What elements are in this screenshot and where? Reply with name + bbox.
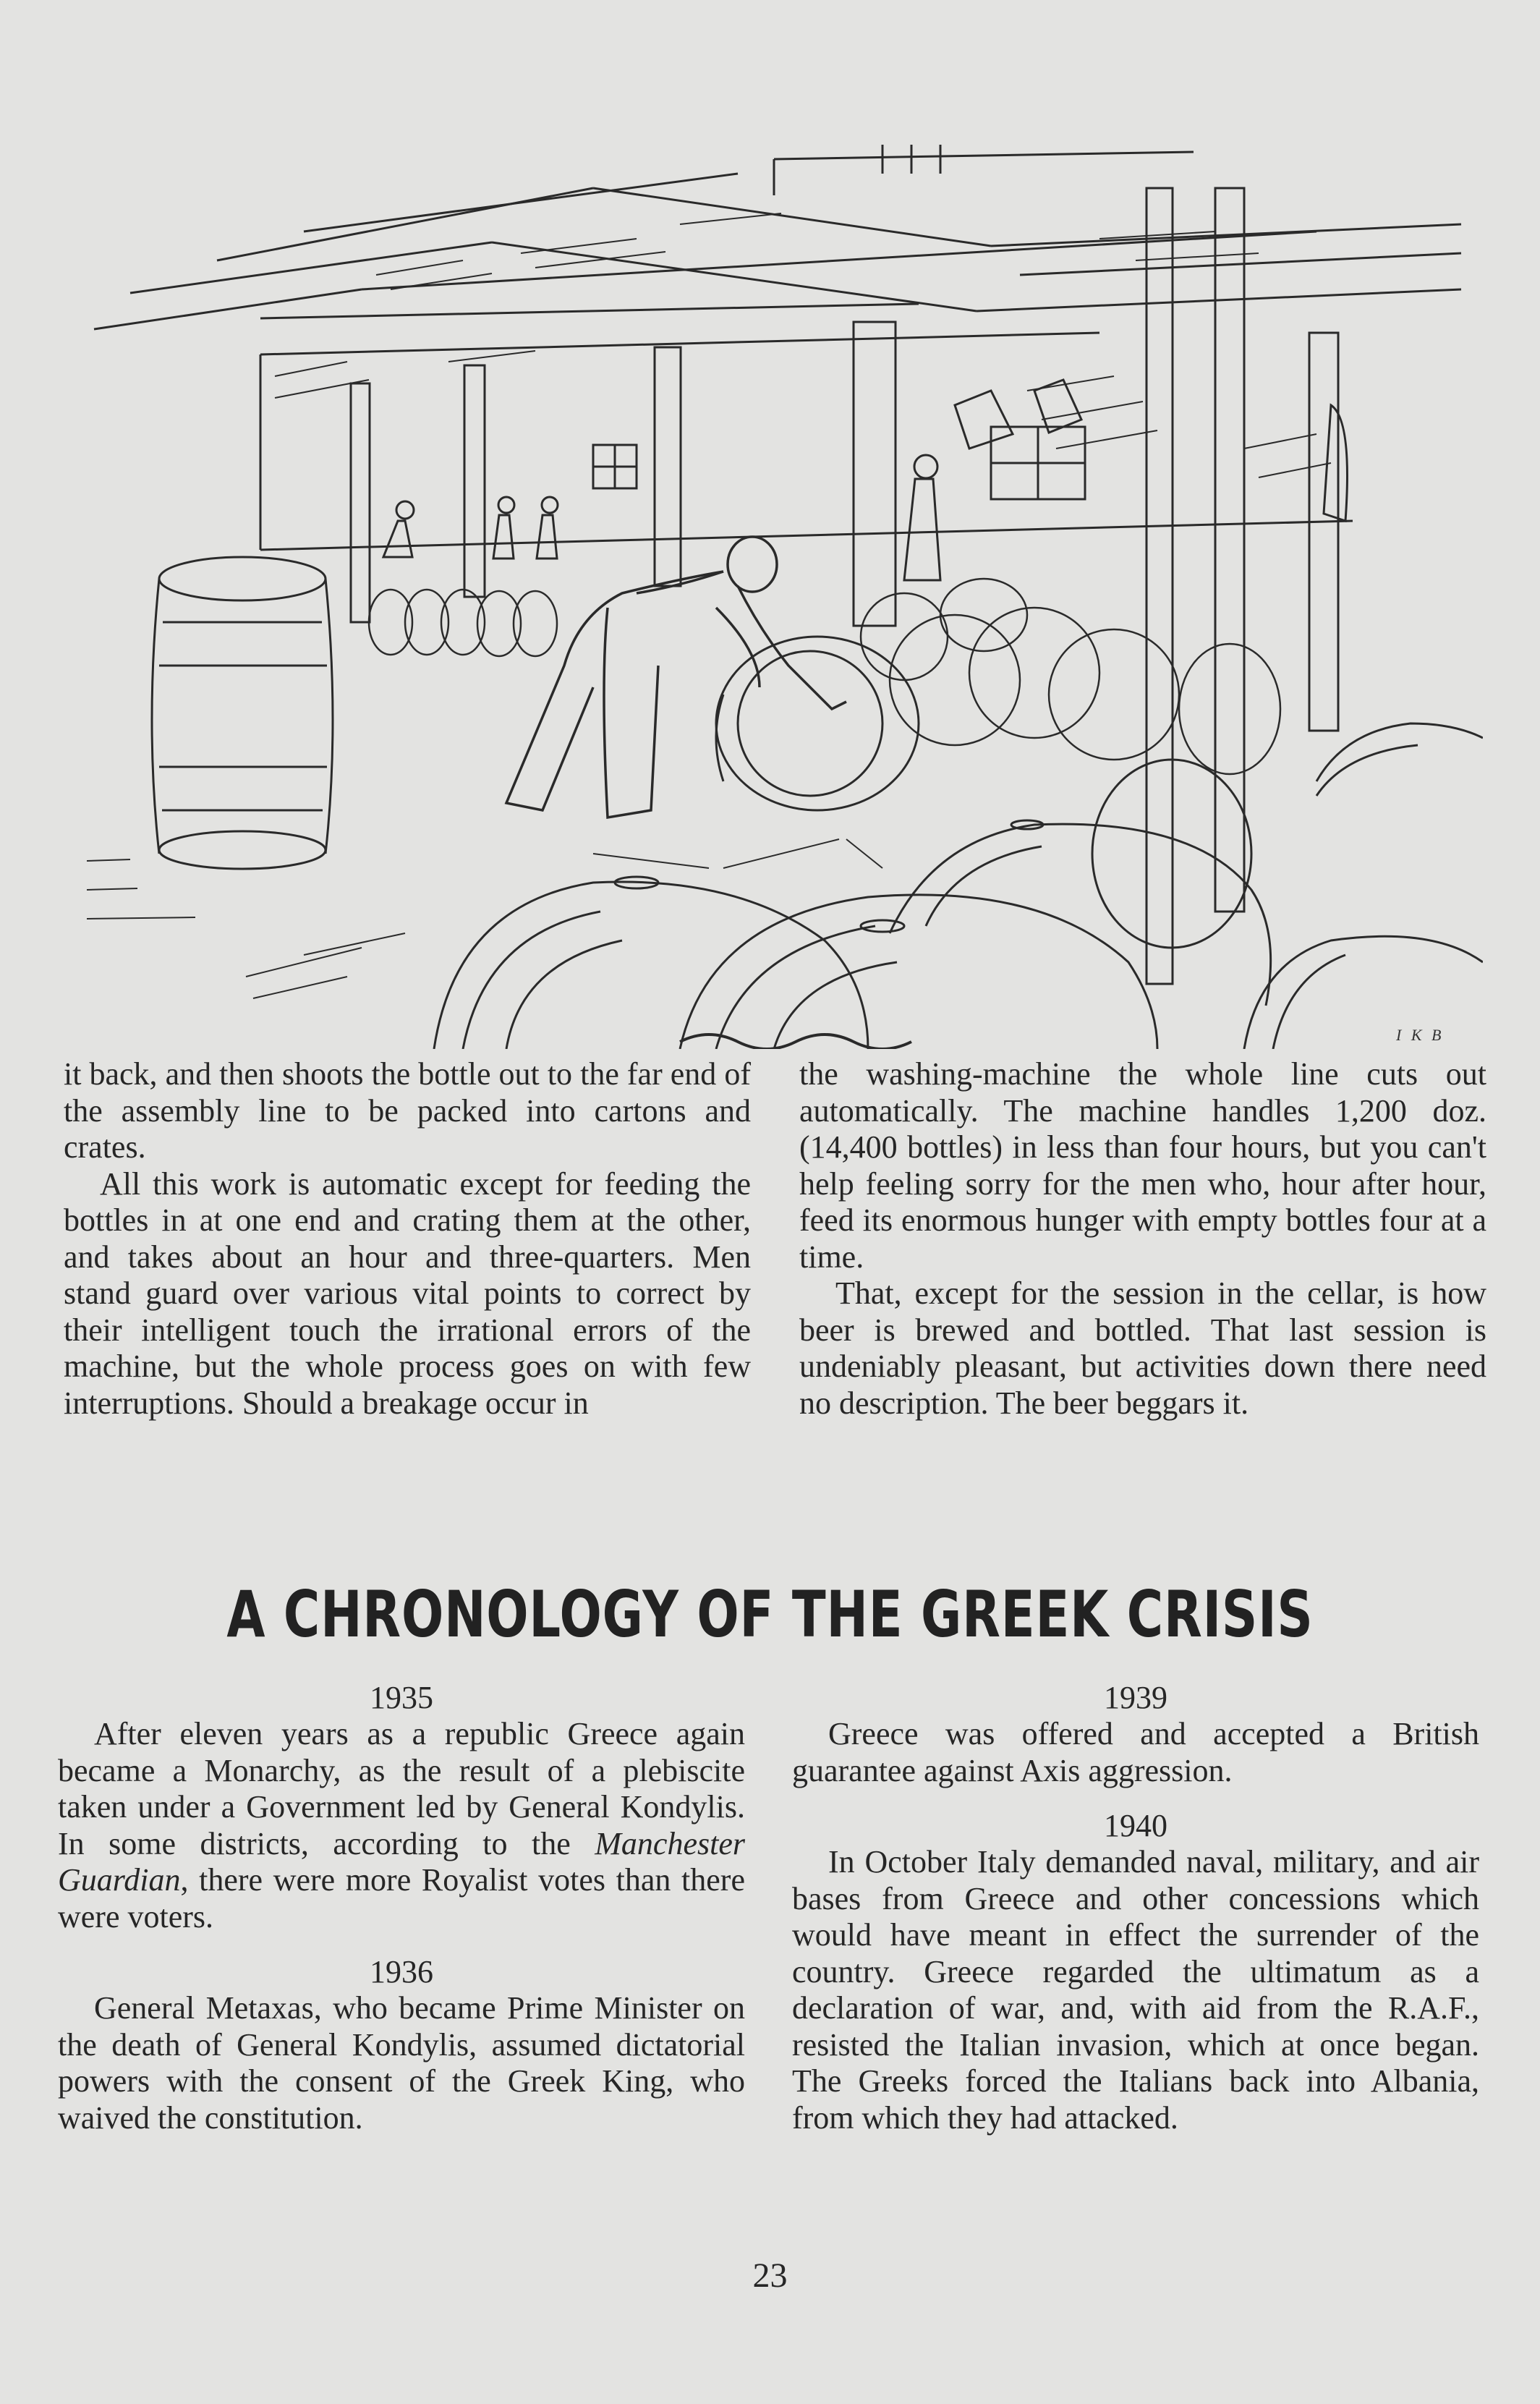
chronology-right-column xyxy=(792,1680,1479,2136)
hanging-cloth xyxy=(955,391,1013,449)
article-paragraph: the washing-machine the whole line cuts out automatically. The machine handles 1,200 doz. (14,400 bottles) in less than four hours, but you can't help feeling sorry for the men who, hour after hour, feed its enormous hunger with empty bottles four at a time. xyxy=(799,1056,1486,1275)
foreground-barrels xyxy=(434,723,1483,1049)
chronology-left-column xyxy=(58,1680,745,2136)
article-paragraph: That, except for the session in the cellar, is how beer is brewed and bottled. That last session is undeniably pleasant, but activities down there need no description. The beer beggars it. xyxy=(799,1275,1486,1421)
background-barrels xyxy=(369,579,1280,774)
article-paragraph: it back, and then shoots the bottle out to the far end of the assembly line to be packed into cartons and crates. xyxy=(64,1056,751,1165)
rolled-barrel xyxy=(716,637,919,810)
year-heading: 1936 xyxy=(370,1954,433,1989)
chronology-title: A CHRONOLOGY OF THE GREEK CRISIS xyxy=(226,1577,1314,1652)
chronology-entry: After eleven years as a republic Greece again became a Monarchy, as the result of a plebiscite taken under a Government led by General Kondylis. In some districts, according to the Manchester Guardian, there were more Royalist votes than there were voters. xyxy=(58,1716,745,1934)
floor-line xyxy=(260,521,1353,550)
artist-signature: I K B xyxy=(1396,1026,1445,1044)
worker-rolling-barrel xyxy=(506,537,846,817)
article-left-column xyxy=(64,1056,751,1422)
ceiling-hatching xyxy=(376,213,1259,289)
chronology-entry: Greece was offered and accepted a British guarantee against Axis aggression. xyxy=(792,1716,1479,1788)
cellar-barrels-illustration xyxy=(87,145,1483,1049)
background-workers xyxy=(383,455,940,580)
page-number: 23 xyxy=(752,2256,788,2295)
ceiling-beams xyxy=(94,145,1461,354)
article-right-column xyxy=(799,1056,1486,1422)
year-heading: 1939 xyxy=(1104,1680,1167,1715)
article-paragraph: All this work is automatic except for feeding the bottles in at one end and crating them at the other, and takes about an hour and three-quarters. Men stand guard over various vital points to correct by their intelligent touch the irrational errors of the machine, but the whole process goes on with few interruptions. Should a breakage occur in xyxy=(64,1165,751,1421)
hanging-coat xyxy=(1324,405,1348,521)
chronology-entry: General Metaxas, who became Prime Minister on the death of General Kondylis, assumed dictatorial powers with the consent of the Greek King, who waived the constitution. xyxy=(58,1990,745,2136)
pillars xyxy=(351,188,1338,984)
year-heading: 1940 xyxy=(1104,1808,1167,1843)
chronology-entry: In October Italy demanded naval, military, and air bases from Greece and other concessions which would have meant in effect the surrender of the country. Greece regarded the ultimatum as a declaration of war, and, with aid from the R.A.F., resisted the Italian invasion, which at once began. The Greeks forced the Italians back into Albania, from which they had attacked. xyxy=(792,1844,1479,2136)
standing-barrel xyxy=(152,557,333,869)
year-heading: 1935 xyxy=(370,1680,433,1715)
